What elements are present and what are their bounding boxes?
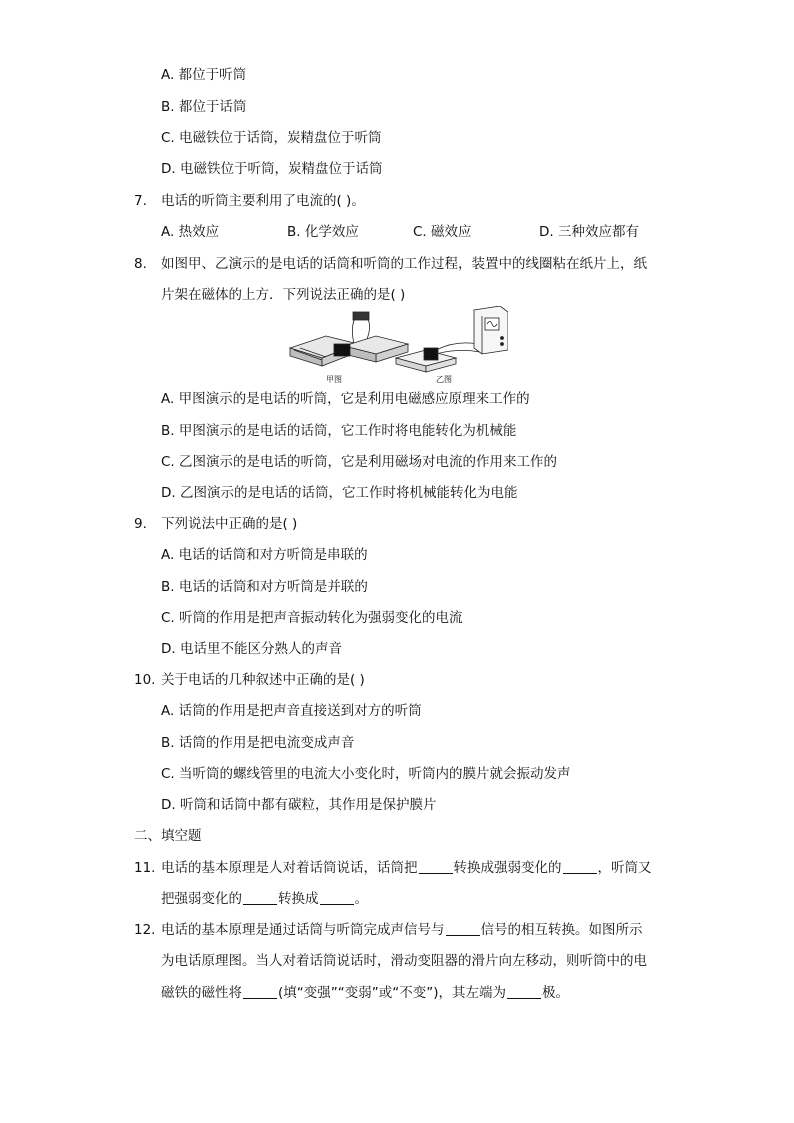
- q11-line1: [161, 858, 652, 878]
- q11-text-part5: 转换成: [278, 891, 319, 907]
- q12-line1: [161, 920, 643, 940]
- q10-option-d: D. 听筒和话筒中都有碳粒，其作用是保护膜片: [161, 797, 437, 813]
- q12-text-part4: (填“变强”“变弱”或“不变”)，其左端为: [278, 985, 506, 1001]
- section-heading-fill-in: 二、填空题: [134, 828, 202, 844]
- q8-option-c: C. 乙图演示的是电话的听筒，它是利用磁场对电流的作用来工作的: [161, 454, 558, 470]
- q8-option-b: B. 甲图演示的是电话的话筒，它工作时将电能转化为机械能: [161, 423, 517, 439]
- q12-line3: [161, 983, 569, 1003]
- q9-stem: 下列说法中正确的是( ): [161, 516, 298, 532]
- q7-stem: 电话的听筒主要利用了电流的( )。: [161, 193, 365, 209]
- figure-yi-apparatus: [396, 306, 508, 372]
- q8-stem-line1: 如图甲、乙演示的是电话的话筒和听筒的工作过程，装置中的线圈粘在纸片上，纸: [161, 256, 647, 272]
- q8-option-d: D. 乙图演示的是电话的话筒，它工作时将机械能转化为电能: [161, 485, 518, 501]
- q9-option-d: D. 电话里不能区分熟人的声音: [161, 641, 342, 657]
- q7-option-a: A. 热效应: [161, 224, 220, 240]
- q10-stem: 关于电话的几种叙述中正确的是( ): [161, 672, 365, 688]
- q11-text-part1: 电话的基本原理是人对着话筒说话，话筒把: [161, 860, 418, 876]
- telephone-experiment-illustration: [286, 306, 508, 386]
- figure-jia-apparatus: [290, 312, 408, 366]
- q11-number: 11.: [134, 860, 156, 876]
- q11-text-part2: 转换成强弱变化的: [453, 860, 562, 876]
- q11-text-part3: ，听筒又: [597, 860, 652, 876]
- q12-text-part2: 信号的相互转换。如图所示: [480, 922, 643, 938]
- answer-blank[interactable]: [243, 984, 277, 999]
- q9-option-a: A. 电话的话筒和对方听筒是串联的: [161, 547, 368, 563]
- answer-blank[interactable]: [320, 890, 354, 905]
- q12-text-part5: 极。: [542, 985, 569, 1001]
- q6-option-c: C. 电磁铁位于话筒，炭精盘位于听筒: [161, 130, 382, 146]
- q10-option-b: B. 话筒的作用是把电流变成声音: [161, 735, 355, 751]
- answer-blank[interactable]: [446, 921, 480, 936]
- q7-option-d: D. 三种效应都有: [539, 224, 639, 240]
- q11-text-part6: 。: [354, 891, 368, 907]
- q12-number: 12.: [134, 922, 156, 938]
- q12-text-part3: 磁铁的磁性将: [161, 985, 242, 1001]
- q10-option-c: C. 当听筒的螺线管里的电流大小变化时，听筒内的膜片就会振动发声: [161, 766, 571, 782]
- q11-line2: [161, 889, 368, 909]
- answer-blank[interactable]: [507, 984, 541, 999]
- q6-option-a: A. 都位于听筒: [161, 67, 247, 83]
- q8-stem-line2: 片架在磁体的上方．下列说法正确的是( ): [161, 287, 406, 303]
- q8-number: 8.: [134, 256, 147, 272]
- q9-option-c: C. 听筒的作用是把声音振动转化为强弱变化的电流: [161, 610, 463, 626]
- figure-label-jia: 甲图: [326, 375, 342, 384]
- figure-label-yi: 乙图: [436, 375, 452, 384]
- q7-number: 7.: [134, 193, 147, 209]
- answer-blank[interactable]: [563, 859, 597, 874]
- q12-text-part1: 电话的基本原理是通过话筒与听筒完成声信号与: [161, 922, 445, 938]
- q6-option-b: B. 都位于话筒: [161, 99, 247, 115]
- q8-option-a: A. 甲图演示的是电话的听筒，它是利用电磁感应原理来工作的: [161, 391, 530, 407]
- q11-text-part4: 把强弱变化的: [161, 891, 242, 907]
- q10-number: 10.: [134, 672, 156, 688]
- q8-figure: [286, 306, 508, 386]
- q10-option-a: A. 话筒的作用是把声音直接送到对方的听筒: [161, 703, 422, 719]
- q7-option-b: B. 化学效应: [287, 224, 359, 240]
- q12-line2: 为电话原理图。当人对着话筒说话时，滑动变阻器的滑片向左移动，则听筒中的电: [161, 953, 647, 969]
- q9-option-b: B. 电话的话筒和对方听筒是并联的: [161, 579, 368, 595]
- answer-blank[interactable]: [243, 890, 277, 905]
- q7-option-c: C. 磁效应: [413, 224, 472, 240]
- answer-blank[interactable]: [419, 859, 453, 874]
- q6-option-d: D. 电磁铁位于听筒，炭精盘位于话筒: [161, 161, 383, 177]
- q9-number: 9.: [134, 516, 147, 532]
